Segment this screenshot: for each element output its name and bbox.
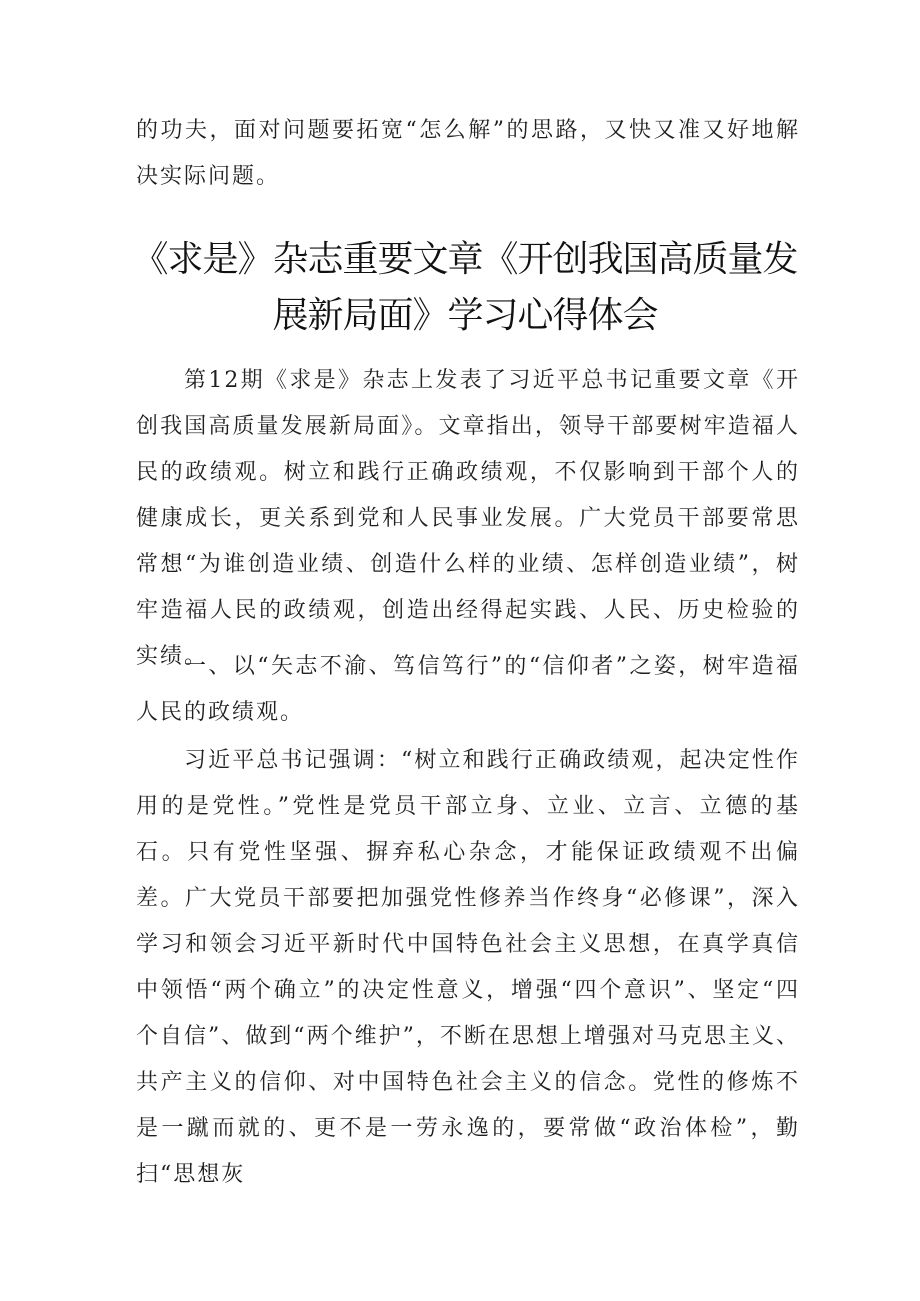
continued-paragraph: 的功夫，面对问题要拓宽“怎么解”的思路，又快又准又好地解决实际问题。: [136, 118, 800, 189]
paragraph-section-1: 习近平总书记强调：“树立和践行正确政绩观，起决定性作用的是党性。”党性是党员干部立身、立业、立言、立德的基石。只有党性坚强、摒弃私心杂念，才能保证政绩观不出偏差。广大党员干部要把加强党性修养当作终身“必修课”，深入学习和领会习近平新时代中国特色社会主义思想，在真学真信中领悟“两个确立”的决定性意义，增强“四个意识”、坚定“四个自信”、做到“两个维护”，不断在思想上增强对马克思主义、共产主义的信仰、对中国特色社会主义的信念。党性的修炼不是一蹴而就的、更不是一劳永逸的，要常做“政治体检”，勤扫“思想灰: [136, 748, 800, 1187]
article-title: 《求是》杂志重要文章《开创我国高质量发展新局面》学习心得体会: [132, 239, 798, 336]
paragraph-intro: 第12期《求是》杂志上发表了习近平总书记重要文章《开创我国高质量发展新局面》。文章指出，领导干部要树牢造福人民的政绩观。树立和践行正确政绩观，不仅影响到干部个人的健康成长，更关系到党和人民事业发展。广大党员干部要常思常想“为谁创造业绩、创造什么样的业绩、怎样创造业绩”，树牢造福人民的政绩观，创造出经得起实践、人民、历史检验的实绩。: [136, 368, 800, 669]
section-heading-1: 一、以“矢志不渝、笃信笃行”的“信仰者”之姿，树牢造福人民的政绩观。: [136, 654, 800, 725]
